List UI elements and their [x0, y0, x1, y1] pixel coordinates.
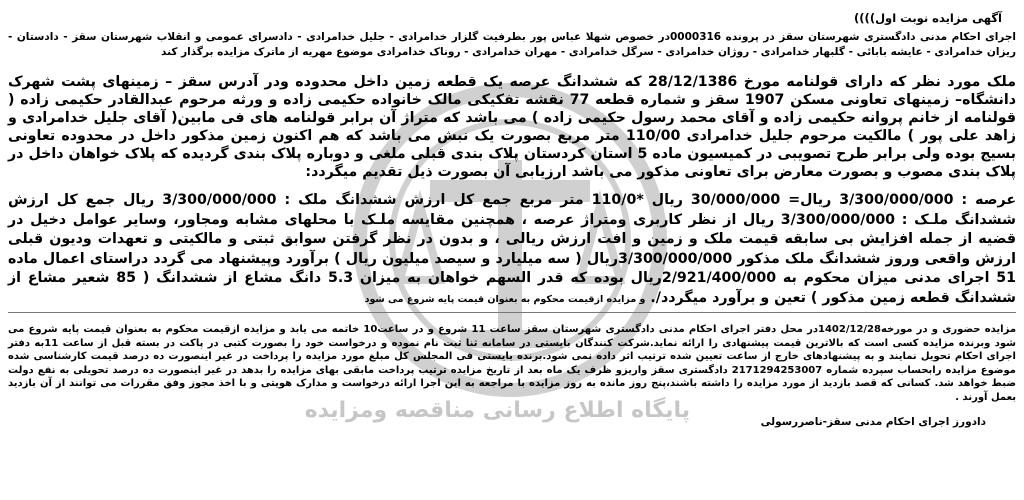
watermark-text: پایگاه اطلاع رسانی مناقصه ومزایده: [304, 398, 690, 423]
divider: [8, 312, 1016, 313]
auction-terms: مزایده حضوری و در مورخه1402/12/28در محل دفتر اجرای احکام مدنی دادگستری شهرستان سقز ساعت 11 شروع و در ساعت10 خاتمه می یابد و مزایده ازقیمت محکوم به بعنوان قیمت پایه شروع می شود وبرنده مزایده کسی است که بالاترین قیمت پیشنهادی را ارائه نماید.شرکت کنندگان بایستی در سامانه ثنا ثبت نام نموده و درخواست خود را بصورت کتبی در پاکت در بسته قبل از ساعت 11به دفتر اجرای احکام تحویل نمایند و به پیشنهادهای خارج از ساعت تعیین شده ترتیب اثر داده نمی شود.برنده بایستی فی المجلس کل مبلغ مورد مزایده را پرداخت در غیر اینصورت ده درصد قیمت کارشناسی شده موضوع مزایده رابحساب سپرده شماره 2171294253007 دادگستری سقز واریزو ظرف یک ماه بعد از تاریخ مزایده ترتیب پرداخت مابقی بهای مزایده را بدهد در غیر اینصورت ده درصد تحویلی به نفع دولت ضبط خواهد شد. کسانی که قصد بازدید از مورد مزایده را داشته باشند،پنج روز مانده به روز مزایده با مراجعه به این اجرا ارائه درخواست و مدارک هویتی و با اخذ مجوز وفق مقررات می توانند از آن بازدید بعمل آورند .: [8, 324, 1017, 403]
valuation-text: عرصه : 3/300/000/000 ریال= 30/000/000 ریال *110/0 متر مربع جمع کل ارزش ششدانگ ملک : 3/300/000/000 ریال جمع کل ارزش ششدانگ ملـک : 3/300/000/000 ریال از نظر کاربری ومتراژ عرصه ، همچنین مقایسه ملـک با محلهای مشابه ومجاور، وسایر عوامل دخیل در قضیه از جمله افزایش بی سابقه قیمت ملک و زمین و افت ارزش ریالی ، و بدون در نظر گرفتن سوابق ثبتی و مالکیتی و تعهدات ودیون قبلی ارزش واقعی وروز ششدانگ ملک مذکور 3/300/000/000ریال ( سه میلیارد و سیصد میلیون ریال ) برآورد وپیشنهاد می گردد دراستای اعمال ماده 51 اجرای مدنی میزان محکوم به 2/921/400/000ریال بوده که قدر السهم خواهان به میزان 5.3 دانگ مشاع از ششدانگ ( 85 شعیر مشاع از ششدانگ قطعه زمین مذکور ) تعین و برآورد میگردد/.: [8, 192, 1017, 306]
notice-title: آگهی مزایده نوبت اول)))): [854, 11, 1002, 25]
property-description: ملک مورد نظر که دارای قولنامه مورخ 28/12/1386 که ششدانگ عرصه یک قطعه زمین داخل محدوده ودر آدرس سقز – زمینهای پشت شهرک دانشگاه– زمینهای تعاونی مسکن 1907 سقز و شماره قطعه 77 نقشه تفکیکی مالک خانواده حکیمی زاده و ورثه مرحوم عبدالقادر حکیمی زاده ( قولنامه از خانم پروانه حکیمی زاده و آقای محمد رسول حکیمی زاده ) می باشد که متراژ آن برابر قولنامه های فی مابین( آقای جلیل خدامرادی و زاهد علی پور ) مالکیت مرحوم جلیل خدامرادی 110/00 متر مربع بصورت یک نبش می باشد که هم اکنون زمین مذکور داخل در محدوده تعاونی بسیج بوده ولی برابر طرح تصویبی در کمیسیون ماده 5 استان کردستان پلاک بندی قبلی ملغی و دوباره پلاک بندی گردیده که پلاک خواهان داخل در پلاک بندی مصوب و بصورت معارض برای تعاونی مذکور می باشد ارزیابی آن بصورت ذیل تقدیم میگردد:: [8, 74, 1016, 180]
signature: دادورز اجرای احکام مدنی سقز-ناصررسولی: [760, 416, 986, 428]
intro-paragraph: اجرای احکام مدنی دادگستری شهرستان سقز در پرونده 0000316در خصوص شهلا عباس پور بطرفیت گلزار خدامرادی - جلیل خدامرادی - دادسرای عمومی و انقلاب شهرستان سقز - دادستان - ریزان خدامرادی - عایشه بابائی - گلبهار خدامرادی - روژان خدامرادی - سرگل خدامرادی - مهران خدامرادی - روناک خدامرادی موضوع مهریه از ماترک مزایده برگذار کند: [8, 31, 1016, 58]
valuation-tail: و مزایده ازقیمت محکوم به بعنوان قیمت پایه شروع می شود: [364, 293, 646, 305]
valuation-paragraph: [8, 191, 1016, 308]
